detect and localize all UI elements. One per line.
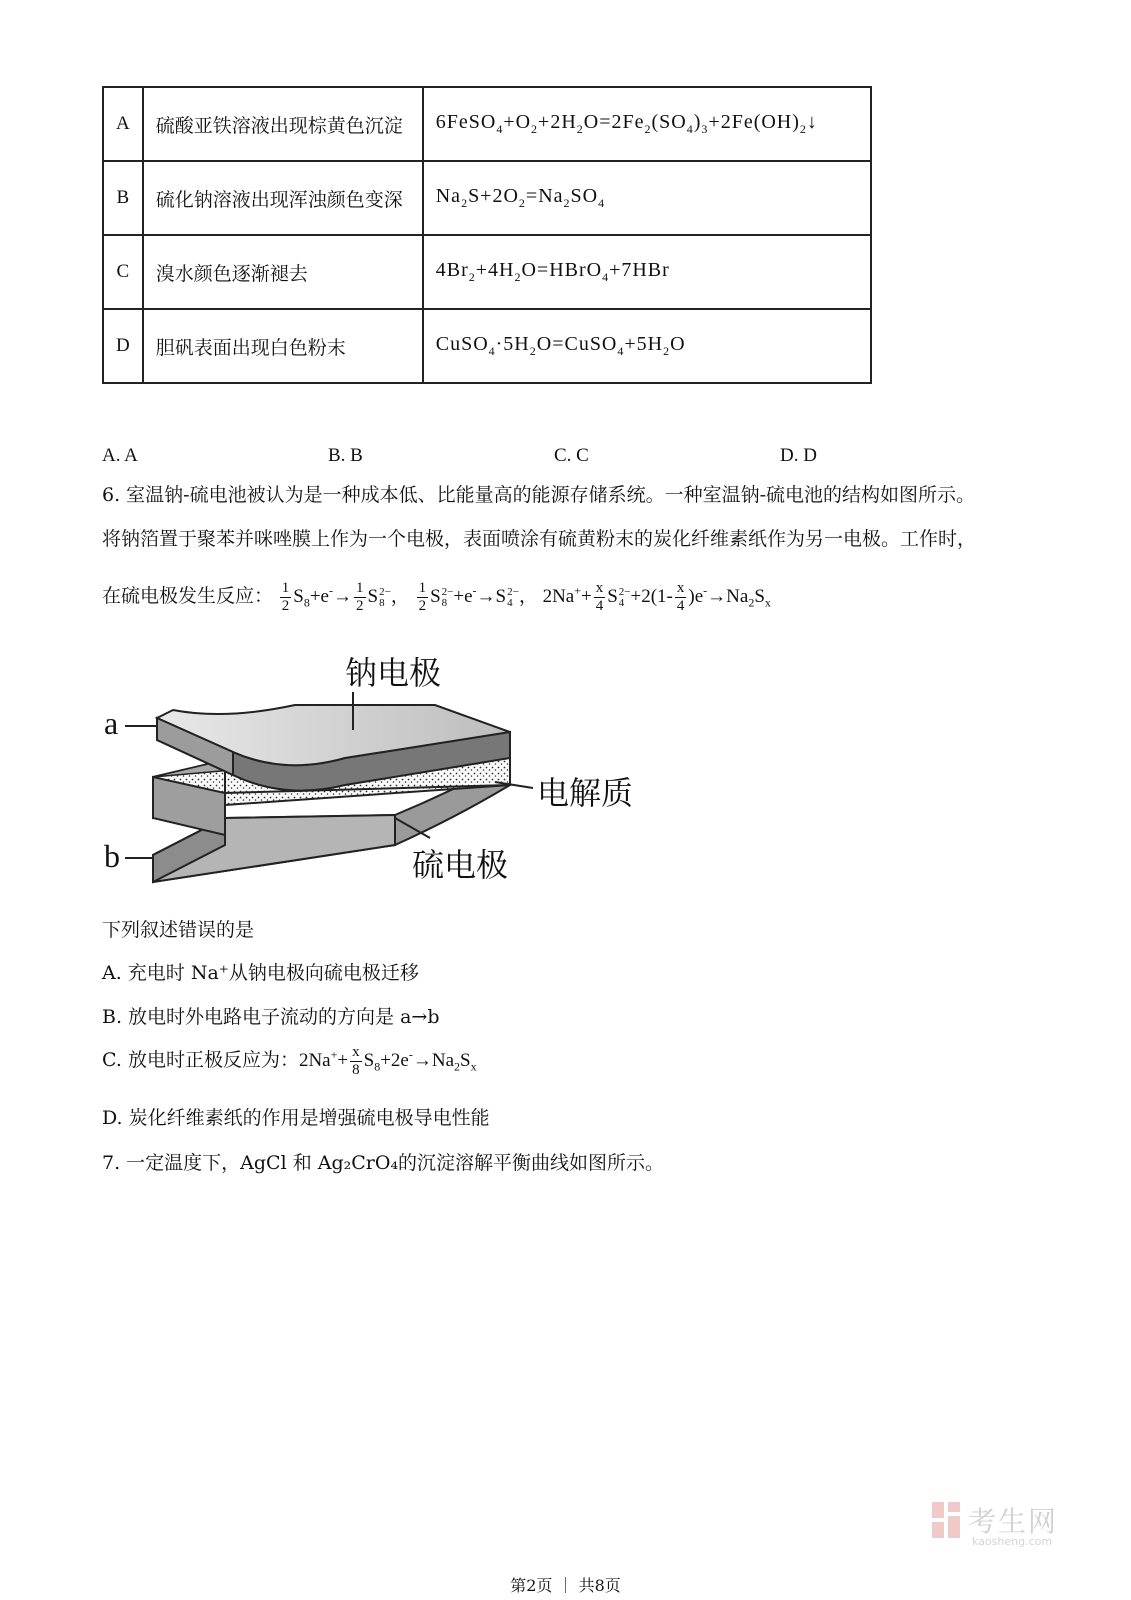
watermark-brand: 考生网 — [968, 1505, 1059, 1538]
q6-line2: 将钠箔置于聚苯并咪唑膜上作为一个电极，表面喷涂有硫黄粉末的炭化纤维素纸作为另一电极。工作时， — [102, 528, 977, 550]
phenomenon-text: 硫酸亚铁溶液出现棕黄色沉淀 — [143, 87, 423, 161]
label-sodium-electrode: 钠电极 — [345, 654, 442, 692]
table-row — [103, 235, 871, 309]
option-label: D — [103, 309, 143, 383]
q6-line3-prefix: 在硫电极发生反应： — [102, 584, 274, 607]
fraction: $\frac{1}{2}$ — [356, 580, 364, 614]
equation: $CuSO_4\cdot 5H_2O=CuSO_4+5H_2O$ — [423, 309, 871, 383]
label-electrolyte: 电解质 — [537, 774, 634, 812]
choice-c[interactable]: C. C — [554, 445, 589, 466]
q6-line3: 在硫电极发生反应： $\frac{1}{2}$ $S_8+e^-\to$ $\frac{1}{2}$ S 2− 8 ， $\frac{1}{2}$ S 2− 8 +e-→S 2− 4 ， 2Na++ $\frac{x}{4}$ S 2− 4 +2(1- $\frac{x}{4}$ )$e^-\to Na_2S_x$ — [102, 580, 771, 614]
equation: $Na_2S+2O_2=Na_2SO_4$ — [423, 161, 871, 235]
fraction: $\frac{x}{8}$ — [352, 1044, 360, 1078]
fraction: $\frac{x}{4}$ — [595, 580, 604, 614]
equation: $6FeSO_4+O_2+2H_2O=2Fe_2(SO_4)_3+2Fe(OH)_2↓$ — [423, 87, 871, 161]
watermark-url: kaosheng.com — [972, 1535, 1053, 1548]
fraction: $\frac{1}{2}$ — [281, 580, 290, 614]
q6-option-a[interactable]: A. 充电时 Na⁺从钠电极向硫电极迁移 — [102, 962, 419, 984]
q7-line1: 7. 一定温度下，AgCl 和 Ag₂CrO₄的沉淀溶解平衡曲线如图所示。 — [102, 1152, 665, 1174]
table-row — [103, 309, 871, 383]
table-row — [103, 161, 871, 235]
q6-option-b[interactable]: B. 放电时外电路电子流动的方向是 a→b — [102, 1006, 440, 1028]
phenomenon-text: 溴水颜色逐渐褪去 — [143, 235, 423, 309]
reaction-table — [102, 86, 872, 384]
fraction: $\frac{1}{2}$ — [418, 580, 427, 614]
option-label: A — [103, 87, 143, 161]
q6-option-c-prefix: C. 放电时正极反应为： — [102, 1048, 299, 1071]
label-terminal-a: a — [104, 705, 119, 741]
phenomenon-text: 胆矾表面出现白色粉末 — [143, 309, 423, 383]
q6-option-d[interactable]: D. 炭化纤维素纸的作用是增强硫电极导电性能 — [102, 1107, 490, 1129]
option-label: B — [103, 161, 143, 235]
label-sulfur-electrode: 硫电极 — [412, 846, 509, 884]
choice-a[interactable]: A. A — [102, 445, 138, 466]
label-terminal-b: b — [104, 838, 120, 874]
page-footer: 第2页 ｜ 共8页 — [510, 1576, 621, 1595]
q6-stem: 下列叙述错误的是 — [102, 919, 255, 941]
kaosheng-logo-icon — [930, 1500, 964, 1542]
q6-line1: 6. 室温钠-硫电池被认为是一种成本低、比能量高的能源存储系统。一种室温钠-硫电池的结构如图所示。 — [102, 484, 976, 506]
phenomenon-text: 硫化钠溶液出现浑浊颜色变深 — [143, 161, 423, 235]
choice-d[interactable]: D. D — [780, 445, 817, 466]
q6-option-c[interactable]: C. 放电时正极反应为：2Na++ $\frac{x}{8}$ $S_8+2e^-\to Na_2S_x$ — [102, 1044, 477, 1078]
fraction: $\frac{x}{4}$ — [676, 580, 685, 614]
equation: $4Br_2+4H_2O=HBrO_4+7HBr$ — [423, 235, 871, 309]
choice-b[interactable]: B. B — [328, 445, 363, 466]
table-row — [103, 87, 871, 161]
option-label: C — [103, 235, 143, 309]
